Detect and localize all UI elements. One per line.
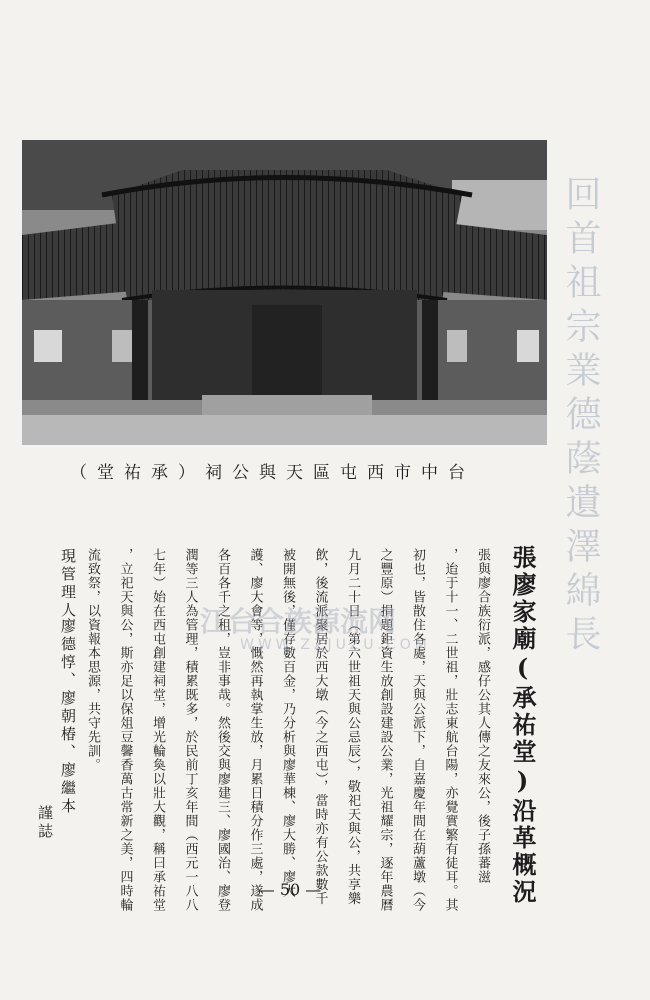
signature-label: 現管理人 (59, 548, 77, 620)
body-column: ，迨于十一、二世祖，壯志東航台陽，亦覺實繁有徒耳。其 (442, 548, 458, 912)
body-column: 飲，後流派聚居於西大墩（今之西屯），當時亦有公款數千 (312, 548, 328, 906)
page-title: 張廖家廟(承祐堂)沿革概況 (508, 545, 537, 906)
body-column: 之豐原）捐題鉅資生放創設建設公業，光祖耀宗，逐年農曆 (377, 548, 393, 912)
temple-photo (22, 140, 547, 445)
body-column: 護、廖大會等，慨然再執掌生放，月累日積分作三處，遂成 (247, 548, 263, 912)
page-number: — 50 — (258, 880, 322, 899)
photo-caption: 台中市西屯區天與公祠（承祐堂） (70, 463, 475, 483)
body-column: 七年）始在西屯創建祠堂，增光輪奐以壯大觀，稱曰承祐堂 (150, 548, 165, 912)
body-column: 張與廖合族衍派，感仔公其人傳之友來公，後子孫蕃滋 (475, 548, 490, 884)
body-column: 各百各千之租，豈非事哉。然後交與廖建三、廖國治、廖登 (215, 548, 230, 912)
body-column: 流致祭，以資報本思源，共守先訓。 (85, 548, 100, 772)
signature-closing: 謹誌 (36, 805, 54, 841)
body-column: 初也，皆散住各處，天與公派下，自嘉慶年間在葫蘆墩（今 (410, 548, 425, 912)
body-column: ，立祀天與公，斯亦足以保俎豆馨香萬古常新之美，四時輪 (117, 548, 133, 912)
body-column: 被開無後，僅存數百金，乃分析與廖華棟、廖大勝、廖大 (280, 548, 295, 898)
bleed-through-text: 回首祖宗業德蔭遺澤綿長 (560, 175, 601, 659)
watermark-logo: 江台合族源流网 (200, 605, 397, 638)
body-column: 九月二十日（第六世祖天與公忌辰），敬祀天與公，共享樂 (345, 548, 360, 906)
body-column: 潤等三人為管理，積累既多，於民前丁亥年間（西元一八八 (182, 548, 198, 912)
temple-illustration (22, 140, 547, 445)
watermark-url: WWW.ZZJUZU.COM (240, 637, 431, 653)
signature-names: 廖德惇、廖朝椿、廖繼本 (59, 618, 77, 816)
